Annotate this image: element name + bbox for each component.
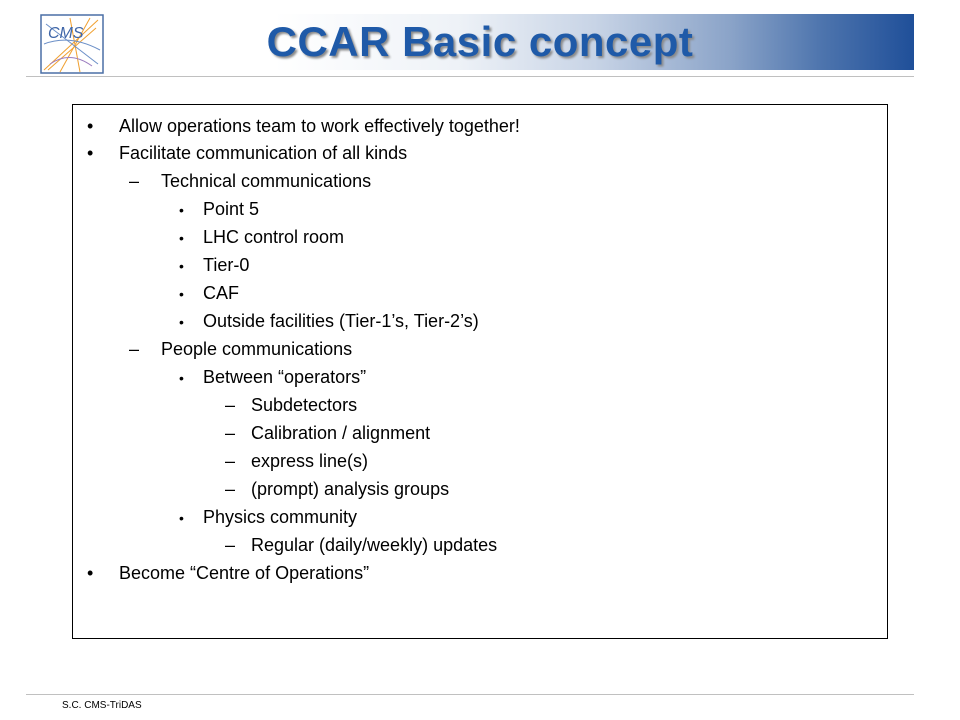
bullet-text: Between “operators” (203, 367, 367, 387)
bullet-text: (prompt) analysis groups (251, 479, 450, 499)
bullet-text: Regular (daily/weekly) updates (251, 535, 498, 555)
bullet-marker: – (225, 535, 236, 555)
bullet-marker: • (179, 258, 184, 274)
bullet-marker: • (179, 314, 184, 330)
bullet-text: Point 5 (203, 199, 260, 219)
bullet-text: Technical communications (161, 171, 372, 191)
bullet-marker: • (179, 286, 184, 302)
slide-title: CCAR Basic concept (266, 18, 694, 65)
bullet-marker: • (179, 370, 184, 386)
bullet-text: Outside facilities (Tier-1’s, Tier-2’s) (203, 311, 479, 331)
bullet-marker: • (87, 143, 94, 163)
bullet-text: Physics community (203, 507, 358, 527)
bullet-marker: • (179, 202, 184, 218)
bullet-marker: – (129, 339, 140, 359)
bullet-marker: – (225, 423, 236, 443)
bullet-marker: – (129, 171, 140, 191)
bullet-text: Become “Centre of Operations” (119, 563, 370, 583)
footer-text: S.C. CMS-TriDAS (62, 700, 142, 711)
bullet-text: LHC control room (203, 227, 345, 247)
bullet-text: express line(s) (251, 451, 369, 471)
bullet-text: Allow operations team to work effectively together! (119, 116, 520, 136)
content-box (72, 104, 888, 639)
bullet-marker: – (225, 395, 236, 415)
bullet-marker: – (225, 451, 236, 471)
header-divider (26, 76, 914, 77)
footer-divider (26, 694, 914, 695)
bullet-text: Subdetectors (251, 395, 358, 415)
logo-text: CMS (48, 25, 84, 42)
bullet-text: Tier-0 (203, 255, 250, 275)
bullet-text: CAF (203, 283, 239, 303)
bullet-text: People communications (161, 339, 353, 359)
bullet-text: Calibration / alignment (251, 423, 431, 443)
bullet-marker: • (87, 563, 94, 583)
bullet-marker: • (179, 510, 184, 526)
bullet-marker: • (87, 116, 94, 136)
bullet-marker: – (225, 479, 236, 499)
bullet-text: Facilitate communication of all kinds (119, 143, 408, 163)
bullet-marker: • (179, 230, 184, 246)
